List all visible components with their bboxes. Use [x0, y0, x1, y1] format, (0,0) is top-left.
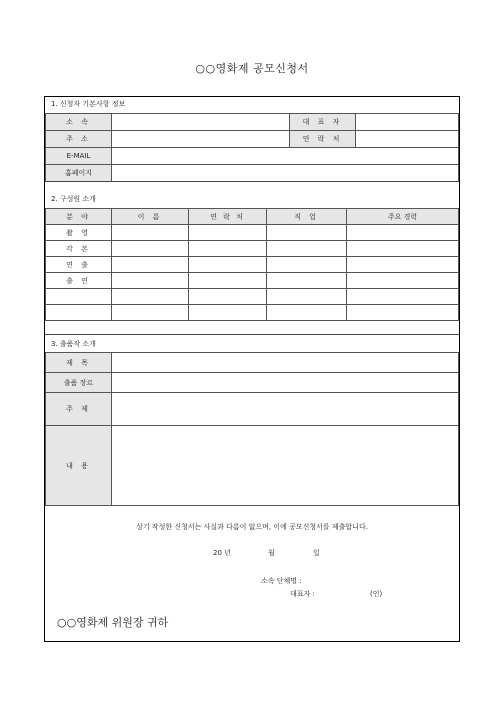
email-label: E-MAIL	[46, 148, 112, 165]
theme-field[interactable]	[112, 393, 459, 426]
genre-field[interactable]	[112, 373, 459, 393]
work-title-field[interactable]	[112, 353, 459, 373]
divider	[45, 181, 459, 182]
section2-heading: 2. 구성원 소개	[51, 195, 96, 203]
career-cell[interactable]	[347, 257, 459, 273]
work-title-label: 제 목	[46, 353, 112, 373]
job-cell[interactable]	[267, 305, 347, 321]
applicant-info-table	[45, 113, 459, 182]
seal-mark: (인)	[370, 590, 383, 598]
org-name-label: 소속 단체명 :	[261, 577, 302, 585]
application-form	[44, 96, 460, 642]
genre-label: 출품 장르	[46, 373, 112, 393]
section1-heading: 1. 신청자 기본사항 정보	[51, 100, 126, 108]
contact-cell[interactable]	[189, 289, 267, 305]
col-contact: 연 락 처	[189, 209, 267, 225]
work-info-table	[45, 352, 459, 506]
role-cell[interactable]	[46, 305, 112, 321]
representative-field[interactable]	[356, 114, 459, 131]
name-cell[interactable]	[112, 289, 189, 305]
addressee: ○○영화제 위원장 귀하	[57, 616, 169, 629]
date-day: 일	[313, 549, 320, 557]
address-field[interactable]	[112, 131, 290, 148]
role-cell: 연 출	[46, 257, 112, 273]
contact-cell[interactable]	[189, 225, 267, 241]
address-label: 주 소	[46, 131, 112, 148]
contact-cell[interactable]	[189, 241, 267, 257]
section3-heading: 3. 출품작 소개	[51, 340, 96, 348]
career-cell[interactable]	[347, 289, 459, 305]
affiliation-field[interactable]	[112, 114, 290, 131]
name-cell[interactable]	[112, 241, 189, 257]
representative-sign-label: 대표자 :	[290, 590, 315, 598]
content-field[interactable]	[112, 426, 459, 506]
job-cell[interactable]	[267, 273, 347, 289]
table-row	[46, 289, 459, 305]
date-month: 월	[268, 549, 275, 557]
name-cell[interactable]	[112, 225, 189, 241]
table-row	[46, 273, 459, 289]
role-cell[interactable]	[46, 289, 112, 305]
col-job: 직 업	[267, 209, 347, 225]
role-cell: 촬 영	[46, 225, 112, 241]
role-cell: 출 연	[46, 273, 112, 289]
table-row	[46, 257, 459, 273]
date-year: 20 년	[213, 549, 231, 557]
divider	[45, 334, 459, 335]
contact-field[interactable]	[356, 131, 459, 148]
col-name: 이 름	[112, 209, 189, 225]
table-row	[46, 225, 459, 241]
email-field[interactable]	[112, 148, 459, 165]
career-cell[interactable]	[347, 241, 459, 257]
affiliation-label: 소 속	[46, 114, 112, 131]
form-title: ○○영화제 공모신청서	[195, 62, 309, 75]
representative-label: 대 표 자	[290, 114, 356, 131]
career-cell[interactable]	[347, 225, 459, 241]
job-cell[interactable]	[267, 225, 347, 241]
job-cell[interactable]	[267, 289, 347, 305]
contact-cell[interactable]	[189, 257, 267, 273]
homepage-label: 홈페이지	[46, 165, 112, 182]
career-cell[interactable]	[347, 273, 459, 289]
homepage-field[interactable]	[112, 165, 459, 182]
career-cell[interactable]	[347, 305, 459, 321]
members-table	[45, 208, 459, 321]
table-row	[46, 305, 459, 321]
col-career: 주요 경력	[347, 209, 459, 225]
content-label: 내 용	[46, 426, 112, 506]
job-cell[interactable]	[267, 257, 347, 273]
contact-cell[interactable]	[189, 273, 267, 289]
table-row	[46, 241, 459, 257]
job-cell[interactable]	[267, 241, 347, 257]
statement-text: 상기 작성한 신청서는 사실과 다름이 없으며, 이에 공모신청서를 제출합니다.	[136, 523, 368, 531]
name-cell[interactable]	[112, 257, 189, 273]
col-field: 분 야	[46, 209, 112, 225]
role-cell: 각 본	[46, 241, 112, 257]
contact-cell[interactable]	[189, 305, 267, 321]
contact-label: 연 락 처	[290, 131, 356, 148]
name-cell[interactable]	[112, 273, 189, 289]
theme-label: 주 제	[46, 393, 112, 426]
name-cell[interactable]	[112, 305, 189, 321]
